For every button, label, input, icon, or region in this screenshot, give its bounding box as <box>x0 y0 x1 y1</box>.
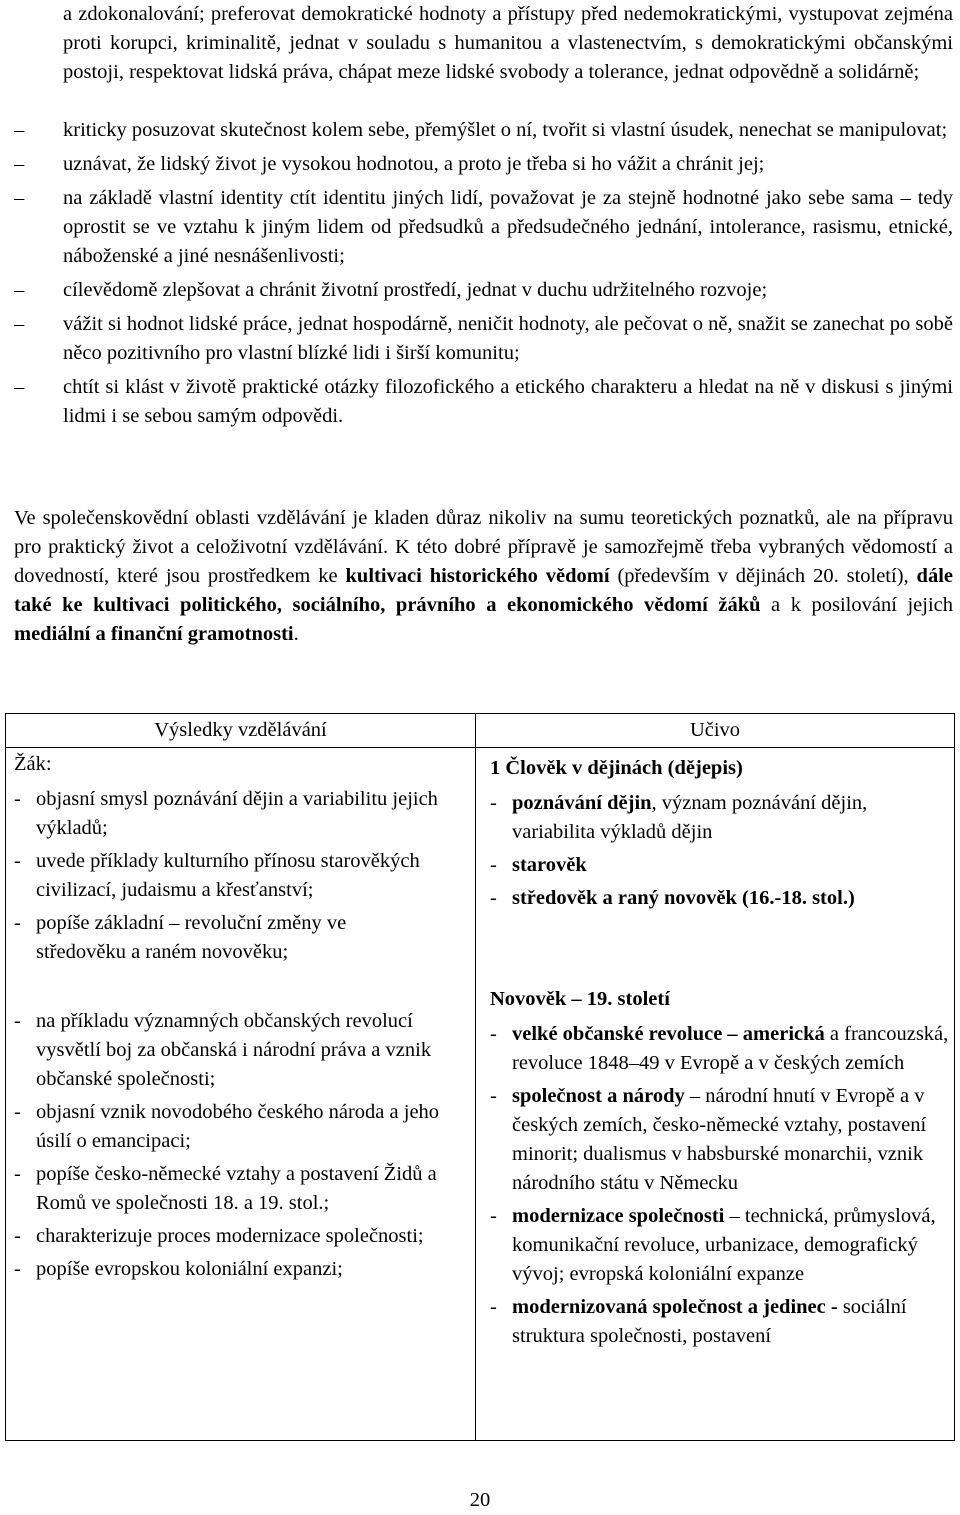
curriculum-item: - modernizace společnosti – technická, průmyslová, komunikační revoluce, urbanizace, demografický vývoj; evropská koloniální expanze <box>490 1205 936 1285</box>
curriculum-column <box>490 754 950 1351</box>
header-outcomes: Výsledky vzdělávání <box>154 719 327 741</box>
body-paragraph: Ve společenskovědní oblasti vzdělávání je kladen důraz nikoliv na sumu teoretických poznatků, ale na přípravu pro praktický život a celoživotní vzdělávání. K této dobré přípravě je samozřejmě třeba vybraných vědomostí a dovedností, které jsou prostředkem ke kultivaci historického vědomí (především v dějinách 20. století), dále také ke kultivaci politického, sociálního, právního a ekonomického vědomí žáků a k posilování jejich mediální a finanční gramotnosti. <box>14 507 954 645</box>
intro-continuation: a zdokonalování; preferovat demokratické hodnoty a přístupy před nedemokratickými, vystupovat zejména proti korupci, kriminalitě, jednat v souladu s humanitou a vlastenectvím, s demokratickými občanskými postoji, respektovat lidská práva, chápat meze lidské svobody a tolerance, jednat odpovědně a solidárně; <box>63 3 953 83</box>
section-title: Novověk – 19. století <box>490 988 670 1010</box>
list-item: – cílevědomě zlepšovat a chránit životní prostředí, jednat v duchu udržitelného rozvoje; <box>14 279 768 301</box>
pupil-label: Žák: <box>14 753 52 775</box>
outcome-item: - popíše základní – revoluční změny ve středověku a raném novověku; <box>14 912 347 963</box>
outcome-item: - na příkladu významných občanských revolucí vysvětlí boj za občanská i národní práva a vznik občanské společnosti; <box>14 1010 432 1090</box>
outcome-item: - charakterizuje proces modernizace společnosti; <box>14 1225 424 1247</box>
outcome-item: - objasní vznik novodobého českého národa a jeho úsilí o emancipaci; <box>14 1101 440 1152</box>
curriculum-item: - společnost a národy – národní hnutí v Evropě a v českých zemích, česko-německé vztahy, postavení minorit; dualismus v habsburské monarchii, vznik národního státu v Německu <box>490 1085 927 1194</box>
list-item: – na základě vlastní identity ctít identitu jiných lidí, považovat je za stejně hodnotné jako sebe sama – tedy oprostit se ve vztahu k jiným lidem od předsudků a předsudečného jednání, intolerance, rasismu, etnické, náboženské a jiné nesnášenlivosti; <box>14 187 953 267</box>
list-item: – kriticky posuzovat skutečnost kolem sebe, přemýšlet o ní, tvořit si vlastní úsudek, nenechat se manipulovat; <box>14 119 948 141</box>
curriculum-item: - modernizovaná společnost a jedinec - sociální struktura společnosti, postavení <box>490 1296 907 1347</box>
list-item: – vážit si hodnot lidské práce, jednat hospodárně, neničit hodnoty, ale pečovat o ně, snažit se zanechat po sobě něco pozitivního pro vlastní blízké lidi i širší komunitu; <box>14 313 953 364</box>
outcome-item: - popíše česko-německé vztahy a postavení Židů a Romů ve společnosti 18. a 19. stol.; <box>14 1163 437 1214</box>
list-item: – uznávat, že lidský život je vysokou hodnotou, a proto je třeba si ho vážit a chránit jej; <box>14 153 765 175</box>
curriculum-item: - středověk a raný novověk (16.-18. stol.) <box>490 887 855 909</box>
section-title: 1 Člověk v dějinách (dějepis) <box>490 757 743 779</box>
goals-list <box>0 116 960 436</box>
curriculum-item: - poznávání dějin, význam poznávání dějin, variabilita výkladů dějin <box>490 792 868 843</box>
outcomes-column <box>14 750 469 1284</box>
curriculum-table <box>5 713 955 1441</box>
outcome-item: - popíše evropskou koloniální expanzi; <box>14 1258 343 1280</box>
curriculum-item: - velké občanské revoluce – americká a francouzská, revoluce 1848–49 v Evropě a v českých zemích <box>490 1023 949 1074</box>
column-divider <box>475 714 476 1440</box>
list-item: – chtít si klást v životě praktické otázky filozofického a etického charakteru a hledat na ně v diskusi s jinými lidmi i se sebou samým odpovědi. <box>14 376 953 427</box>
header-curriculum: Učivo <box>689 719 741 741</box>
outcome-item: - objasní smysl poznávání dějin a variabilitu jejich výkladů; <box>14 788 438 839</box>
curriculum-item: - starověk <box>490 854 587 876</box>
outcome-item: - uvede příklady kulturního přínosu starověkých civilizací, judaismu a křesťanství; <box>14 850 420 901</box>
page-number: 20 <box>469 1489 491 1511</box>
header-divider <box>6 747 954 748</box>
